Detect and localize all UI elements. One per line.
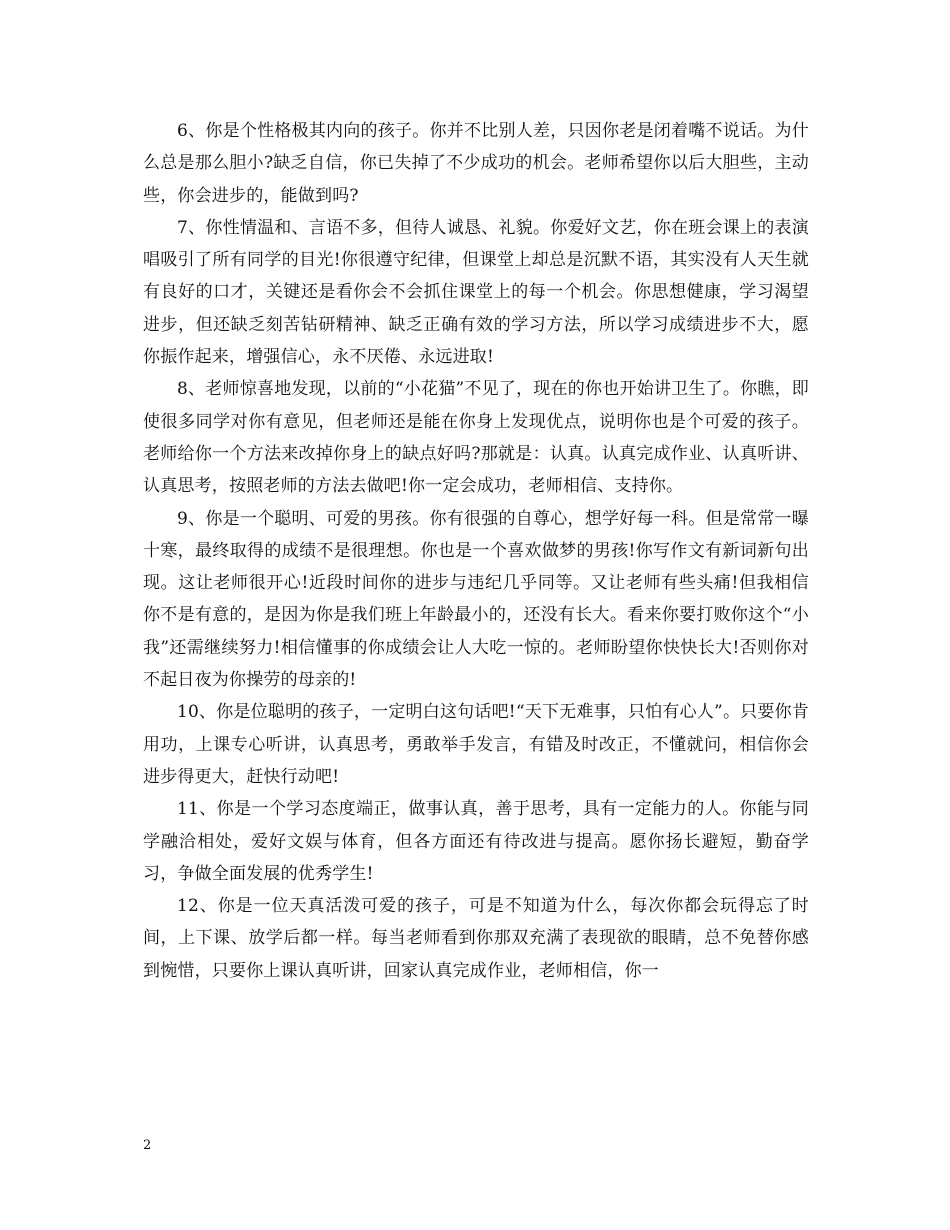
- paragraph-comment-12: 12、你是一位天真活泼可爱的孩子，可是不知道为什么，每次你都会玩得忘了时间，上下课、放学后都一样。每当老师看到你那双充满了表现欲的眼睛，总不免替你感到惋惜，只要你上课认真听讲，回家认真完成作业，老师相信，你一: [143, 896, 809, 981]
- paragraph-comment-10: 10、你是位聪明的孩子，一定明白这句话吧!“天下无难事，只怕有心人”。只要你肯用功，上课专心听讲，认真思考，勇敢举手发言，有错及时改正，不懂就问，相信你会进步得更大，赶快行动吧!: [143, 702, 809, 787]
- paragraph-comment-8: 8、老师惊喜地发现，以前的“小花猫”不见了，现在的你也开始讲卫生了。你瞧，即使很多同学对你有意见，但老师还是能在你身上发现优点，说明你也是个可爱的孩子。老师给你一个方法来改掉你身上的缺点好吗?那就是：认真。认真完成作业、认真听讲、认真思考，按照老师的方法去做吧!你一定会成功，老师相信、支持你。: [143, 379, 809, 497]
- paragraph-comment-6: 6、你是个性格极其内向的孩子。你并不比别人差，只因你老是闭着嘴不说话。为什么总是那么胆小?缺乏自信，你已失掉了不少成功的机会。老师希望你以后大胆些，主动些，你会进步的，能做到吗?: [143, 121, 809, 206]
- document-body: [143, 115, 809, 987]
- paragraph-comment-11: 11、你是一个学习态度端正，做事认真，善于思考，具有一定能力的人。你能与同学融洽相处，爱好文娱与体育，但各方面还有待改进与提高。愿你扬长避短，勤奋学习，争做全面发展的优秀学生!: [143, 799, 809, 884]
- page-number: 2: [143, 1138, 152, 1153]
- paragraph-comment-7: 7、你性情温和、言语不多，但待人诚恳、礼貌。你爱好文艺，你在班会课上的表演唱吸引了所有同学的目光!你很遵守纪律，但课堂上却总是沉默不语，其实没有人天生就有良好的口才，关键还是看你会不会抓住课堂上的每一个机会。你思想健康，学习渴望进步，但还缺乏刻苦钻研精神、缺乏正确有效的学习方法，所以学习成绩进步不大，愿你振作起来，增强信心，永不厌倦、永远进取!: [143, 217, 809, 368]
- paragraph-comment-9: 9、你是一个聪明、可爱的男孩。你有很强的自尊心，想学好每一科。但是常常一曝十寒，最终取得的成绩不是很理想。你也是一个喜欢做梦的男孩!你写作文有新词新句出现。这让老师很开心!近段时间你的进步与违纪几乎同等。又让老师有些头痛!但我相信你不是有意的，是因为你是我们班上年龄最小的，还没有长大。看来你要打败你这个“小我”还需继续努力!相信懂事的你成绩会让人大吃一惊的。老师盼望你快快长大!否则你对不起日夜为你操劳的母亲的!: [143, 508, 809, 691]
